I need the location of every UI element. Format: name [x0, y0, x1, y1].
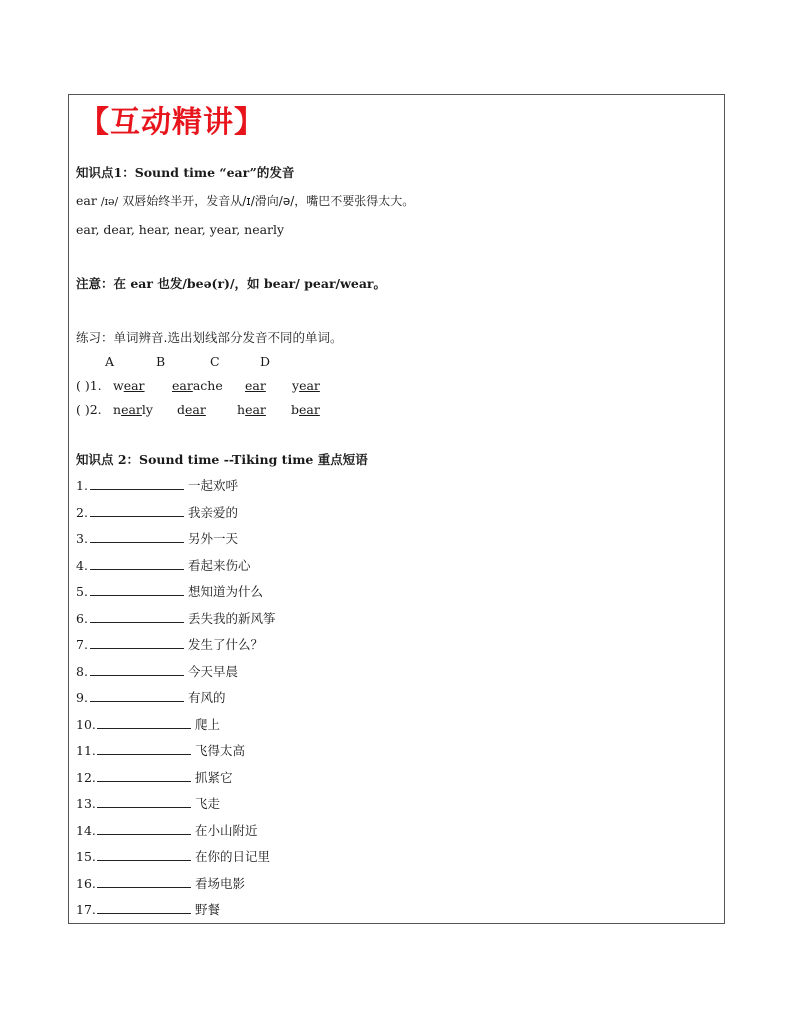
phrase-chinese: 看场电影 [195, 875, 246, 891]
option-d: D [260, 354, 271, 369]
answer-blank[interactable] [97, 849, 191, 861]
phrase-item [76, 847, 270, 865]
phrase-chinese: 野餐 [195, 902, 221, 917]
phrase-number: 16. [76, 875, 96, 891]
phrase-item [76, 741, 245, 759]
ear-description: 双唇始终半开，发音从/ɪ/滑向/ə/，嘴巴不要张得太大。 [122, 194, 415, 208]
question-2-prefix: ( )2. [76, 402, 102, 417]
phrase-chinese: 飞走 [195, 796, 221, 811]
phrase-chinese: 在小山附近 [195, 822, 258, 838]
answer-blank[interactable] [97, 796, 191, 808]
q1-word-d: year [292, 378, 320, 393]
phrase-item [76, 476, 238, 494]
q1-word-b: earache [172, 378, 223, 393]
phrase-chinese: 在你的日记里 [195, 849, 271, 864]
phrase-item [76, 529, 238, 547]
question-1-prefix: ( )1. [76, 378, 102, 393]
phrase-chinese: 爬上 [195, 716, 221, 732]
phrase-number: 7. [76, 637, 88, 652]
phrase-chinese: 丢失我的新风筝 [188, 610, 276, 626]
phrase-number: 10. [76, 716, 96, 732]
answer-blank[interactable] [90, 478, 184, 490]
q1-word-a: wear [113, 378, 145, 393]
phrase-chinese: 飞得太高 [195, 743, 246, 758]
phrase-number: 5. [76, 584, 88, 599]
option-a: A [105, 354, 115, 369]
phrase-chinese: 抓紧它 [195, 769, 233, 785]
answer-blank[interactable] [97, 770, 191, 782]
point2-title: 知识点 2：Sound time --Tiking time 重点短语 [76, 452, 368, 467]
option-c: C [210, 354, 220, 369]
phrase-number: 9. [76, 690, 88, 705]
answer-blank[interactable] [90, 611, 184, 623]
phrase-item [76, 715, 220, 733]
q1-word-c: ear [245, 378, 266, 393]
phrase-number: 17. [76, 902, 96, 917]
answer-blank[interactable] [90, 584, 184, 596]
note-line: 注意：在 ear 也发/beə(r)/，如 bear/ pear/wear。 [76, 276, 387, 291]
phrase-number: 12. [76, 769, 96, 785]
phrase-number: 15. [76, 849, 96, 864]
phrase-number: 4. [76, 557, 88, 573]
phrase-number: 11. [76, 743, 96, 758]
phrase-item [76, 768, 233, 786]
phrase-number: 3. [76, 531, 88, 546]
phrase-item [76, 794, 220, 812]
phrase-number: 14. [76, 822, 96, 838]
phrase-item [76, 503, 238, 521]
practice-title: 练习：单词辨音.选出划线部分发音不同的单词。 [76, 330, 343, 345]
answer-blank[interactable] [90, 664, 184, 676]
section-title: 【互动精讲】 [79, 105, 265, 140]
phrase-number: 6. [76, 610, 88, 626]
phrase-number: 1. [76, 478, 88, 493]
phrase-item [76, 662, 238, 680]
q2-word-d: bear [291, 402, 320, 417]
phrase-item [76, 635, 263, 653]
ear-pronunciation-line [76, 192, 414, 209]
answer-blank[interactable] [97, 717, 191, 729]
ear-examples: ear, dear, hear, near, year, nearly [76, 222, 285, 237]
phrase-item [76, 688, 226, 706]
answer-blank[interactable] [97, 876, 191, 888]
phrase-item [76, 582, 263, 600]
phrase-number: 2. [76, 504, 88, 520]
point1-title: 知识点1：Sound time “ear”的发音 [76, 165, 295, 180]
phrase-chinese: 有风的 [188, 690, 226, 705]
q2-word-a: nearly [113, 402, 153, 417]
answer-blank[interactable] [97, 743, 191, 755]
q2-word-b: dear [177, 402, 206, 417]
answer-blank[interactable] [97, 902, 191, 914]
answer-blank[interactable] [90, 505, 184, 517]
phrase-chinese: 另外一天 [188, 531, 239, 546]
content-frame [68, 94, 725, 924]
ear-word: ear [76, 193, 97, 208]
answer-blank[interactable] [90, 558, 184, 570]
phrase-chinese: 看起来伤心 [188, 557, 251, 573]
phrase-chinese: 想知道为什么 [188, 584, 264, 599]
phrase-chinese: 我亲爱的 [188, 504, 239, 520]
phrase-number: 8. [76, 663, 88, 679]
option-b: B [156, 354, 166, 369]
phrase-item [76, 609, 276, 627]
phrase-chinese: 今天早晨 [188, 663, 239, 679]
phrase-item [76, 821, 258, 839]
phrase-item [76, 900, 220, 918]
phrase-chinese: 发生了什么？ [188, 637, 264, 652]
phrase-number: 13. [76, 796, 96, 811]
answer-blank[interactable] [90, 637, 184, 649]
phrase-item [76, 556, 251, 574]
phrase-item [76, 874, 245, 892]
answer-blank[interactable] [90, 690, 184, 702]
q2-word-c: hear [237, 402, 266, 417]
answer-blank[interactable] [97, 823, 191, 835]
ear-phonetic: /ɪə/ [100, 195, 119, 208]
phrase-chinese: 一起欢呼 [188, 478, 239, 493]
answer-blank[interactable] [90, 531, 184, 543]
